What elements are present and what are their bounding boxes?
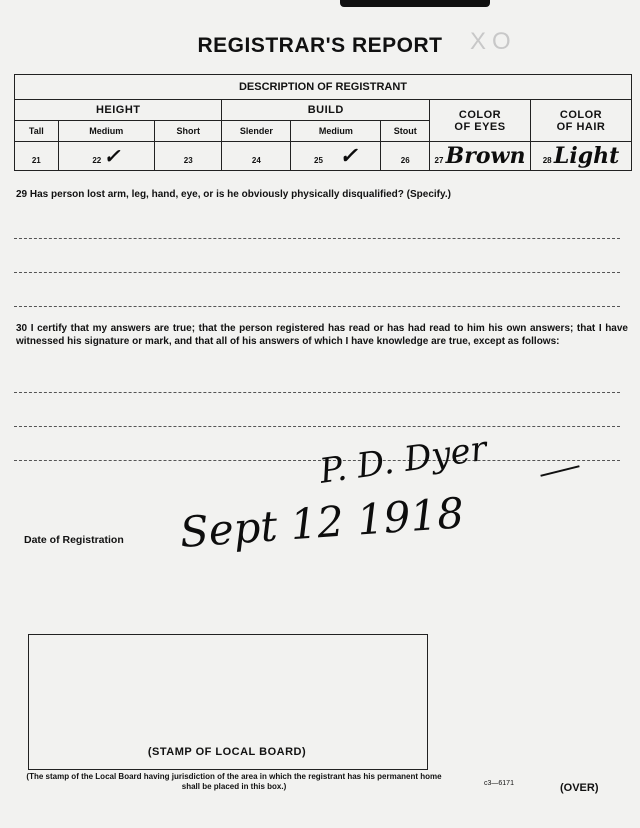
answer-line-30-2 [14,426,620,427]
eyes-cell: 27 Brown [430,142,531,171]
build-slender-label: Slender [222,121,291,142]
build-medium-cell: 25 ✓ [291,142,381,171]
registrar-signature: P. D. Dyer [317,428,490,492]
hair-heading: COLOR OF HAIR [531,100,632,142]
hair-cell: 28 Light [531,142,632,171]
height-medium-cell: 22 ✓ [58,142,154,171]
bleed-through-text: XO [470,28,517,55]
description-table [14,74,632,171]
answer-line-29-3 [14,306,620,307]
height-tall-label: Tall [15,121,59,142]
over-label: (OVER) [560,782,599,794]
build-stout-label: Stout [381,121,430,142]
stamp-label: (STAMP OF LOCAL BOARD) [147,746,307,758]
date-label: Date of Registration [24,534,124,546]
height-medium-label: Medium [58,121,154,142]
registration-date: Sept 12 1918 [178,488,466,557]
build-slender-cell: 24 [222,142,291,171]
signature-flourish [540,465,579,477]
answer-line-29-1 [14,238,620,239]
height-short-cell: 23 [155,142,222,171]
build-stout-cell: 26 [381,142,430,171]
section-heading: DESCRIPTION OF REGISTRANT [15,75,632,100]
question-29: 29 Has person lost arm, leg, hand, eye, or is he obviously physically disqualified? (Specify.) [16,189,451,200]
answer-line-30-1 [14,392,620,393]
stamp-note: (The stamp of the Local Board having jurisdiction of the area in which the registrant has his permanent home shall be placed in this box.) [26,772,442,791]
form-number: c3—6171 [484,780,514,787]
eyes-value: Brown [445,143,526,169]
form-title: REGISTRAR'S REPORT [197,34,443,57]
build-medium-checkmark: ✓ [339,143,358,169]
page-edge-mark [340,0,490,7]
build-heading: BUILD [222,100,430,121]
height-medium-checkmark: ✓ [103,144,121,168]
hair-value: Light [553,143,620,169]
answer-line-29-2 [14,272,620,273]
build-medium-label: Medium [291,121,381,142]
answer-line-30-3 [14,460,620,461]
height-tall-cell: 21 [15,142,59,171]
eyes-heading: COLOR OF EYES [430,100,531,142]
question-30: 30 I certify that my answers are true; that the person registered has read or has had read to him his own answers; that I have witnessed his signature or mark, and that all of his answers of which I have knowledge are true, except as follows: [16,323,628,347]
height-heading: HEIGHT [15,100,222,121]
height-short-label: Short [155,121,222,142]
